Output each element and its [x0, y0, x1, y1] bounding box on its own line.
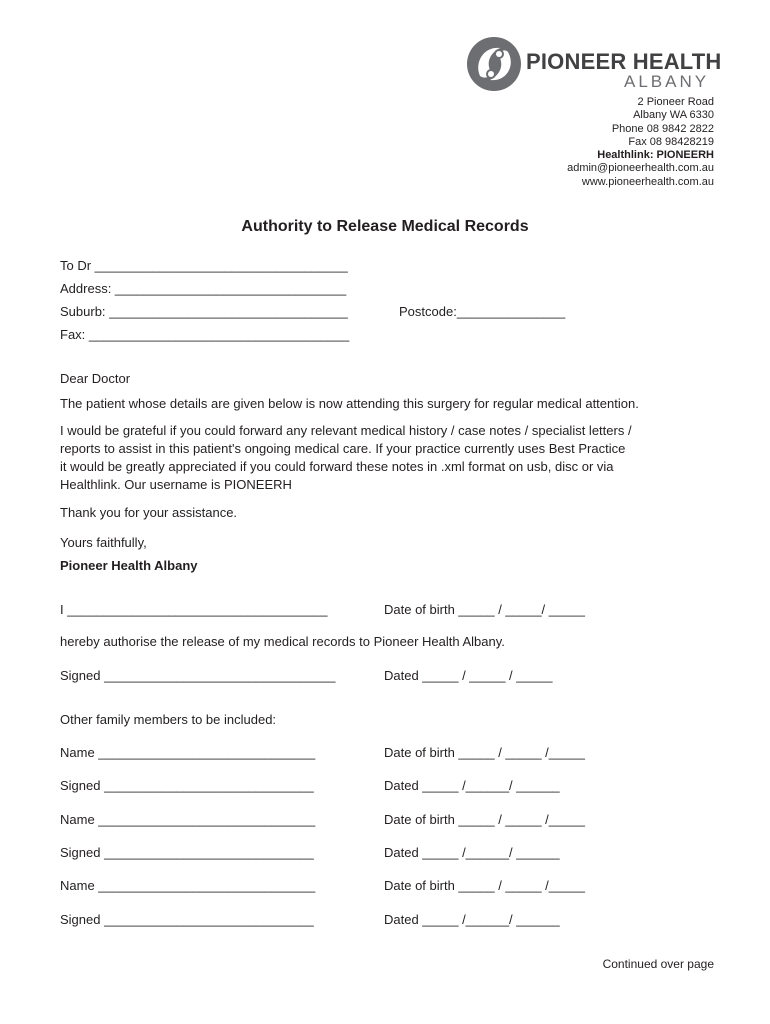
continued-note: Continued over page [602, 957, 714, 971]
family-signed-field[interactable]: Signed _____________________________ [60, 845, 314, 860]
family-dated-field[interactable]: Dated _____ /______/ ______ [384, 845, 560, 860]
intro-paragraph: The patient whose details are given below is now attending this surgery for regular medical attention. [60, 396, 639, 411]
family-heading: Other family members to be included: [60, 712, 277, 727]
pioneer-health-logo-icon [466, 36, 522, 92]
document-title: Authority to Release Medical Records [241, 218, 529, 235]
patient-dated-field[interactable]: Dated _____ / _____ / _____ [384, 668, 553, 683]
fax-field[interactable]: Fax: ____________________________________ [60, 327, 350, 342]
patient-dob-field[interactable]: Date of birth _____ / _____/ _____ [384, 602, 585, 617]
family-name-field[interactable]: Name ______________________________ [60, 878, 316, 893]
suburb-field[interactable]: Suburb: _________________________________ [60, 304, 348, 319]
address-healthlink: Healthlink: PIONEERH [597, 149, 714, 162]
request-line: reports to assist in this patient's ongoing medical care. If your practice currently uses Best Practice [60, 441, 626, 456]
family-dob-field[interactable]: Date of birth _____ / _____ /_____ [384, 878, 585, 893]
practice-address [567, 96, 714, 189]
logo-name: PIONEER HEALTH [526, 49, 722, 74]
to-dr-field[interactable]: To Dr ___________________________________ [60, 258, 348, 273]
address-phone: Phone 08 9842 2822 [611, 122, 714, 135]
request-line: Healthlink. Our username is PIONEERH [60, 477, 292, 492]
family-name-field[interactable]: Name ______________________________ [60, 812, 316, 827]
address-email: admin@pioneerhealth.com.au [567, 162, 714, 175]
patient-signed-field[interactable]: Signed ________________________________ [60, 668, 336, 683]
family-signed-field[interactable]: Signed _____________________________ [60, 778, 314, 793]
address-city: Albany WA 6330 [633, 109, 714, 122]
request-line: I would be grateful if you could forward any relevant medical history / case notes / specialist letters / [60, 423, 632, 438]
postcode-field[interactable]: Postcode:_______________ [399, 304, 566, 319]
family-signed-field[interactable]: Signed _____________________________ [60, 912, 314, 927]
salutation: Dear Doctor [60, 371, 131, 386]
address-website: www.pioneerhealth.com.au [581, 175, 714, 188]
family-dob-field[interactable]: Date of birth _____ / _____ /_____ [384, 812, 585, 827]
request-paragraph [60, 422, 632, 494]
request-line: it would be greatly appreciated if you could forward these notes in .xml format on usb, disc or via [60, 459, 614, 474]
address-field[interactable]: Address: ________________________________ [60, 281, 347, 296]
family-dated-field[interactable]: Dated _____ /______/ ______ [384, 778, 560, 793]
address-fax: Fax 08 98428219 [628, 135, 714, 148]
logo-location: ALBANY [624, 72, 710, 91]
patient-name-field[interactable]: I ____________________________________ [60, 602, 328, 617]
closing-line: Yours faithfully, [60, 535, 147, 550]
family-name-field[interactable]: Name ______________________________ [60, 745, 316, 760]
family-dated-field[interactable]: Dated _____ /______/ ______ [384, 912, 560, 927]
address-street: 2 Pioneer Road [637, 96, 714, 108]
logo [466, 36, 722, 96]
family-dob-field[interactable]: Date of birth _____ / _____ /_____ [384, 745, 585, 760]
authorisation-text: hereby authorise the release of my medical records to Pioneer Health Albany. [60, 634, 505, 649]
signature-line: Pioneer Health Albany [60, 558, 198, 573]
thanks-line: Thank you for your assistance. [60, 505, 238, 520]
